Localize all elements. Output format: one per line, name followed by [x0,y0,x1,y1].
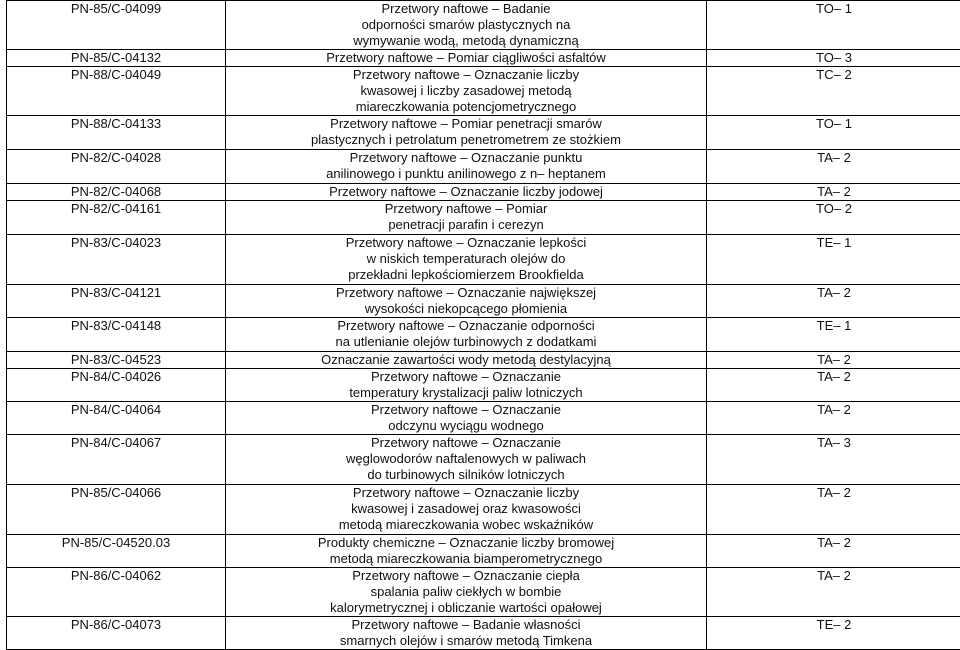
standard-title-line: na utlenianie olejów turbinowych z dodatkami [226,334,706,350]
department-code: TO– 3 [707,50,960,67]
standard-title-line: temperatury krystalizacji paliw lotniczych [226,385,706,401]
standard-title-line: Przetwory naftowe – Oznaczanie [226,369,706,385]
standard-title-line: Przetwory naftowe – Oznaczanie liczby jodowej [226,184,706,200]
standard-title-line: Przetwory naftowe – Oznaczanie punktu [226,150,706,166]
standard-code: PN-88/C-04049 [7,67,226,116]
department-code: TA– 2 [707,535,960,568]
standard-title-line: kwasowej i zasadowej oraz kwasowości [226,501,706,517]
table-row [7,50,960,67]
standard-title-line: anilinowego i punktu anilinowego z n– heptanem [226,166,706,182]
standard-title-line: Produkty chemiczne – Oznaczanie liczby bromowej [226,535,706,551]
department-code: TA– 2 [707,184,960,201]
table-row [7,201,960,235]
standard-title-line: węglowodorów naftalenowych w paliwach [226,451,706,467]
standard-title-line: Przetwory naftowe – Pomiar penetracji smarów [226,116,706,132]
table-row [7,67,960,116]
department-code: TA– 2 [707,352,960,369]
standard-title-line: Przetwory naftowe – Pomiar [226,201,706,217]
standard-title-line: Przetwory naftowe – Oznaczanie [226,435,706,451]
table-row [7,235,960,285]
table-row [7,116,960,150]
standard-code: PN-84/C-04026 [7,369,226,402]
table-row [7,485,960,535]
department-code: TO– 1 [707,1,960,50]
standard-title-line: metodą miareczkowania biamperometrycznego [226,551,706,567]
standard-code: PN-83/C-04523 [7,352,226,369]
standard-title-line: w niskich temperaturach olejów do [226,251,706,267]
standard-title [226,617,707,650]
standard-code: PN-82/C-04161 [7,201,226,235]
department-code: TE– 1 [707,318,960,352]
standard-title [226,201,707,235]
standard-code: PN-85/C-04132 [7,50,226,67]
standard-title [226,67,707,116]
standard-title-line: do turbinowych silników lotniczych [226,467,706,483]
standard-code: PN-83/C-04023 [7,235,226,285]
standard-title [226,235,707,285]
standard-title [226,352,707,369]
standard-title-line: Przetwory naftowe – Oznaczanie [226,402,706,418]
table-row [7,535,960,568]
table-row [7,150,960,184]
standard-code: PN-86/C-04062 [7,568,226,617]
standard-title [226,568,707,617]
department-code: TA– 3 [707,435,960,485]
standard-title [226,318,707,352]
department-code: TO– 1 [707,116,960,150]
standard-title-line: przekładni lepkościomierzem Brookfielda [226,267,706,283]
standard-title-line: odporności smarów plastycznych na [226,17,706,33]
standard-title-line: kalorymetrycznej i obliczanie wartości opałowej [226,600,706,616]
standard-title [226,285,707,318]
department-code: TA– 2 [707,285,960,318]
standard-title-line: Przetwory naftowe – Badanie własności [226,617,706,633]
standard-code: PN-83/C-04148 [7,318,226,352]
standard-title [226,116,707,150]
department-code: TE– 1 [707,235,960,285]
standard-title-line: penetracji parafin i cerezyn [226,217,706,233]
standard-title [226,1,707,50]
standard-title-line: Przetwory naftowe – Badanie [226,1,706,17]
department-code: TC– 2 [707,67,960,116]
standard-title [226,50,707,67]
table-row [7,369,960,402]
table-row [7,435,960,485]
standard-code: PN-85/C-04066 [7,485,226,535]
standard-code: PN-84/C-04064 [7,402,226,435]
standard-code: PN-88/C-04133 [7,116,226,150]
standard-title-line: miareczkowania potencjometrycznego [226,99,706,115]
department-code: TE– 2 [707,617,960,650]
table-row [7,568,960,617]
standard-code: PN-86/C-04073 [7,617,226,650]
standard-code: PN-84/C-04067 [7,435,226,485]
standards-table-body [7,1,960,650]
table-row [7,617,960,650]
standard-title-line: Przetwory naftowe – Oznaczanie największej [226,285,706,301]
table-row [7,285,960,318]
standard-title [226,184,707,201]
standard-title-line: Przetwory naftowe – Pomiar ciągliwości asfaltów [226,50,706,66]
standard-title [226,435,707,485]
standard-title-line: wymywanie wodą, metodą dynamiczną [226,33,706,49]
standard-title-line: Oznaczanie zawartości wody metodą destylacyjną [226,352,706,368]
standard-code: PN-83/C-04121 [7,285,226,318]
table-row [7,184,960,201]
standard-title-line: Przetwory naftowe – Oznaczanie liczby [226,485,706,501]
department-code: TA– 2 [707,568,960,617]
standard-code: PN-85/C-04520.03 [7,535,226,568]
table-row [7,1,960,50]
standard-title-line: odczynu wyciągu wodnego [226,418,706,434]
standard-code: PN-85/C-04099 [7,1,226,50]
table-row [7,318,960,352]
standard-title-line: Przetwory naftowe – Oznaczanie ciepła [226,568,706,584]
standard-code: PN-82/C-04028 [7,150,226,184]
standard-title-line: wysokości niekopcącego płomienia [226,301,706,317]
standard-code: PN-82/C-04068 [7,184,226,201]
standard-title-line: plastycznych i petrolatum penetrometrem ze stożkiem [226,132,706,148]
department-code: TA– 2 [707,402,960,435]
department-code: TO– 2 [707,201,960,235]
table-row [7,402,960,435]
standard-title-line: smarnych olejów i smarów metodą Timkena [226,633,706,649]
standards-table [6,0,960,650]
department-code: TA– 2 [707,485,960,535]
standard-title-line: metodą miareczkowania wobec wskaźników [226,517,706,533]
standard-title-line: kwasowej i liczby zasadowej metodą [226,83,706,99]
standard-title-line: spalania paliw ciekłych w bombie [226,584,706,600]
standard-title [226,150,707,184]
table-row [7,352,960,369]
standard-title [226,535,707,568]
standard-title-line: Przetwory naftowe – Oznaczanie lepkości [226,235,706,251]
standard-title [226,369,707,402]
standard-title [226,402,707,435]
standard-title [226,485,707,535]
standard-title-line: Przetwory naftowe – Oznaczanie liczby [226,67,706,83]
department-code: TA– 2 [707,150,960,184]
standard-title-line: Przetwory naftowe – Oznaczanie odporności [226,318,706,334]
department-code: TA– 2 [707,369,960,402]
